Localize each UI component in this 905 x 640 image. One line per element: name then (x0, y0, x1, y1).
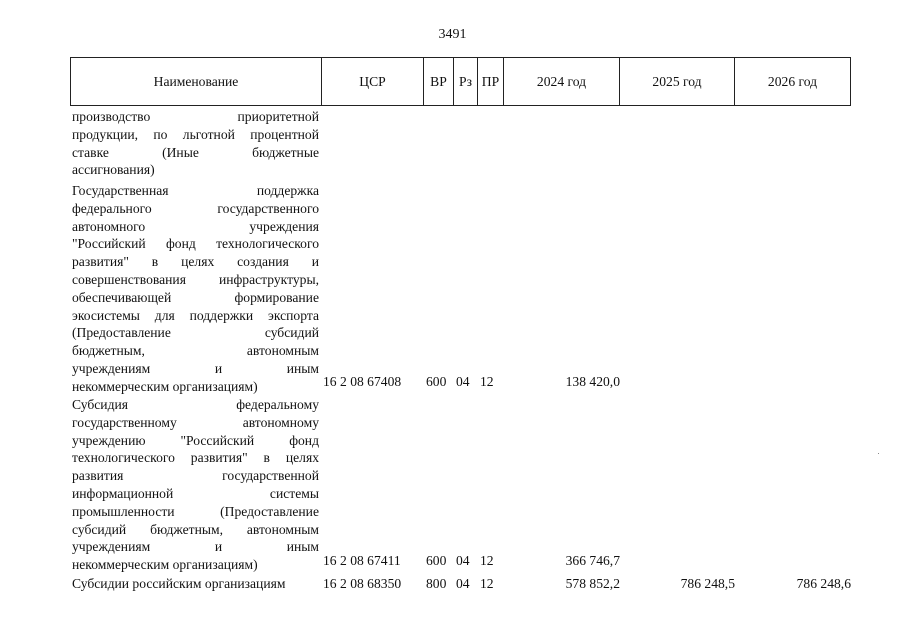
name-line: информационной системы (72, 485, 319, 501)
header-2024: 2024 год (504, 58, 620, 106)
name-line: учреждению "Российский фонд (72, 432, 319, 448)
header-2026: 2026 год (735, 58, 851, 106)
name-line: "Российский фонд технологического (72, 236, 319, 252)
name-line: Субсидия федеральному (72, 397, 319, 412)
name-line: государственному автономному (72, 414, 319, 430)
cell-pr: 12 (480, 553, 494, 568)
cell-vr: 600 (426, 553, 447, 568)
name-line: продукции, по льготной процентной (72, 126, 319, 142)
name-line: обеспечивающей формирование (72, 289, 319, 305)
table-header (70, 57, 851, 106)
cell-pr: 12 (480, 374, 494, 389)
cell-2024: 578 852,2 (565, 576, 620, 591)
cell-csr: 16 2 08 67408 (323, 374, 402, 389)
name-line: автономного учреждения (72, 218, 319, 234)
name-line: ставке (Иные бюджетные (72, 144, 319, 160)
cell-rz: 04 (456, 553, 470, 568)
name-line: технологического развития" в целях (72, 450, 319, 466)
name-line: Субсидии российским организациям (72, 576, 286, 591)
row-name-rfrit-gisp (72, 396, 319, 574)
row-name-continuation (72, 108, 319, 179)
header-pr: ПР (478, 58, 504, 106)
header-vr: ВР (424, 58, 454, 106)
scan-speck (878, 453, 879, 454)
row-name-subsidies-orgs (72, 575, 319, 593)
name-line: совершенствования инфраструктуры, (72, 271, 319, 287)
page-number: 3491 (438, 27, 467, 42)
name-line: ассигнования) (72, 162, 155, 178)
cell-rz: 04 (456, 576, 470, 591)
header-name: Наименование (71, 58, 322, 106)
cell-csr: 16 2 08 67411 (323, 553, 401, 568)
cell-2024: 138 420,0 (565, 374, 620, 389)
name-line: промышленности (Предоставление (72, 503, 319, 519)
name-line: бюджетным, автономным (72, 343, 319, 359)
name-line: субсидий бюджетным, автономным (72, 521, 319, 537)
cell-2026: 786 248,6 (796, 576, 851, 591)
cell-vr: 600 (426, 374, 447, 389)
name-line: развития государственной (72, 468, 319, 484)
cell-2025: 786 248,5 (680, 576, 735, 591)
header-csr: ЦСР (322, 58, 424, 106)
header-2025: 2025 год (620, 58, 735, 106)
name-line: производство приоритетной (72, 109, 319, 124)
name-line: Государственная поддержка (72, 183, 319, 198)
row-name-rfrit-export (72, 182, 319, 396)
name-line: федерального государственного (72, 200, 319, 216)
cell-pr: 12 (480, 576, 494, 591)
cell-csr: 16 2 08 68350 (323, 576, 402, 591)
name-line: (Предоставление субсидий (72, 325, 319, 341)
cell-vr: 800 (426, 576, 447, 591)
cell-2024: 366 746,7 (565, 553, 620, 568)
name-line: некоммерческим организациям) (72, 378, 258, 394)
cell-rz: 04 (456, 374, 470, 389)
name-line: развития" в целях создания и (72, 254, 319, 270)
header-rz: Рз (454, 58, 478, 106)
name-line: экосистемы для поддержки экспорта (72, 307, 319, 323)
name-line: учреждениям и иным (72, 360, 319, 376)
name-line: учреждениям и иным (72, 539, 319, 555)
name-line: некоммерческим организациям) (72, 557, 258, 573)
